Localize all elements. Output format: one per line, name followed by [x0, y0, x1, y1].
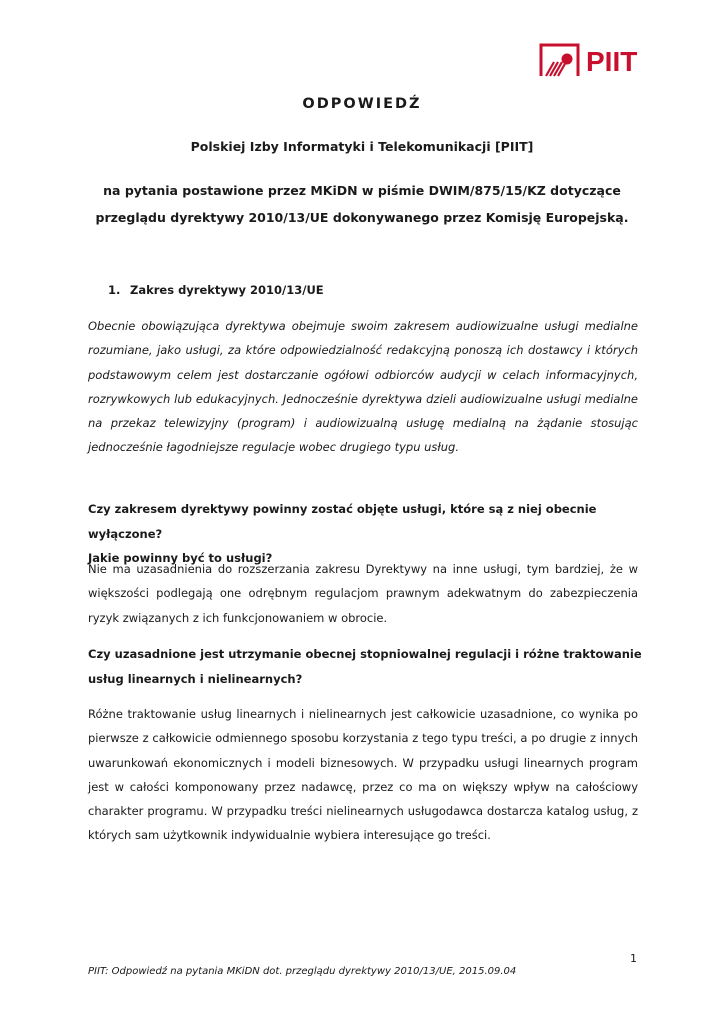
- section-number: 1.: [108, 283, 121, 297]
- subject-line-2: przeglądu dyrektywy 2010/13/UE dokonywanego przez Komisję Europejską.: [95, 210, 629, 225]
- question-2-line-2: usług linearnych i nielinearnych?: [88, 671, 303, 686]
- question-2-line-1: Czy uzasadnione jest utrzymanie obecnej stopniowalnej regulacji i różne traktowanie: [88, 647, 642, 661]
- page-footer: PIIT: Odpowiedź na pytania MKiDN dot. przeglądu dyrektywy 2010/13/UE, 2015.09.04: [88, 966, 517, 977]
- question-2: [88, 642, 648, 691]
- page-number: 1: [630, 952, 637, 965]
- logo-wordmark: PIIT: [586, 46, 638, 77]
- subject-line-1: na pytania postawione przez MKiDN w piśmie DWIM/875/15/KZ dotyczące: [103, 183, 621, 198]
- intro-paragraph: Obecnie obowiązująca dyrektywa obejmuje swoim zakresem audiowizualne usługi medialne rozumiane, jako usługi, za które odpowiedzialność redakcyjną ponoszą ich dostawcy i których podstawowym celem jest dostarczanie ogółowi odbiorców audycji w celach informacyjnych, rozrywkowych lub edukacyjnych. Jednocześnie dyrektywa dzieli audiowizualne usługi medialne na przekaz telewizyjny (program) i audiowizualną usługę medialną na żądanie stosując jednocześnie łagodniejsze regulacje wobec drugiego typu usług.: [88, 319, 638, 455]
- document-title: ODPOWIEDŹ: [302, 96, 422, 112]
- answer-1: Nie ma uzasadnienia do rozszerzania zakresu Dyrektywy na inne usługi, tym bardziej, że w większości podlegają one odrębnym regulacjom prawnym adekwatnym do zabezpieczenia ryzyk związanych z ich funkcjonowaniem w obrocie.: [88, 562, 638, 625]
- document-subtitle: Polskiej Izby Informatyki i Telekomunikacji [PIIT]: [190, 139, 534, 154]
- answer-2: Różne traktowanie usług linearnych i nielinearnych jest całkowicie uzasadnione, co wynika po pierwsze z całkowicie odmiennego sposobu korzystania z tego typu treści, a po drugie z innych uwarunkowań ekonomicznych i modeli biznesowych. W przypadku usługi linearnych program jest w całości komponowany przez nadawcę, przez co ma on większy wpływ na całościowy charakter programu. W przypadku treści nielinearnych usługodawca dostarcza katalog usług, z których sam użytkownik indywidualnie wybiera interesujące go treści.: [88, 707, 638, 843]
- section-title: Zakres dyrektywy 2010/13/UE: [130, 283, 324, 297]
- question-1-line-2: Jakie powinny być to usługi?: [88, 551, 273, 565]
- question-1-line-1: Czy zakresem dyrektywy powinny zostać objęte usługi, które są z niej obecnie wyłączone?: [88, 502, 597, 541]
- document-subject: [40, 177, 684, 231]
- section-heading: [108, 283, 324, 297]
